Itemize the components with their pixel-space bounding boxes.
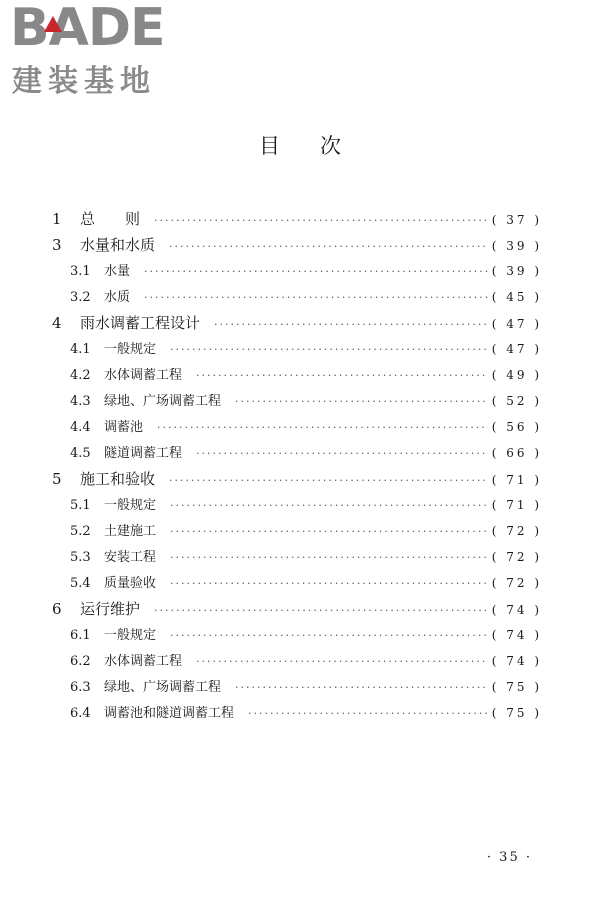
toc-dot-leader: [196, 363, 488, 389]
toc-entry-number: 6.2: [70, 654, 91, 669]
toc-entry-label: 安装工程: [104, 550, 157, 565]
toc-entry-page: ( 74 ): [491, 654, 542, 668]
toc-entry-number: 5.4: [70, 576, 91, 591]
toc-section-entry[interactable]: [52, 492, 542, 518]
table-of-contents: [52, 206, 542, 726]
toc-entry-label: 水量和水质: [80, 236, 156, 254]
toc-chapter-entry[interactable]: [52, 232, 542, 258]
toc-dot-leader: [170, 519, 488, 545]
toc-dot-leader: [248, 701, 488, 727]
toc-entry-page: ( 71 ): [491, 498, 542, 512]
toc-chapter-entry[interactable]: [52, 310, 542, 336]
toc-dot-leader: [144, 285, 488, 311]
toc-entry-page: ( 39 ): [491, 239, 542, 253]
toc-entry-label: 水体调蓄工程: [104, 368, 183, 383]
toc-dot-leader: [196, 441, 488, 467]
toc-section-entry[interactable]: [52, 570, 542, 596]
toc-entry-label: 施工和验收: [80, 470, 156, 488]
toc-entry-page: ( 75 ): [491, 706, 542, 720]
logo-subtitle: 建装基地: [12, 64, 156, 99]
toc-entry-label: 总 则: [80, 210, 141, 228]
toc-dot-leader: [214, 312, 488, 338]
toc-section-entry[interactable]: [52, 648, 542, 674]
toc-entry-label: 质量验收: [104, 576, 157, 591]
toc-chapter-entry[interactable]: [52, 466, 542, 492]
toc-dot-leader: [169, 234, 488, 260]
toc-chapter-entry[interactable]: [52, 206, 542, 232]
toc-entry-number: 5: [52, 470, 62, 488]
toc-dot-leader: [170, 337, 488, 363]
toc-dot-leader: [169, 468, 488, 494]
toc-entry-number: 3: [52, 236, 62, 254]
toc-entry-page: ( 47 ): [491, 317, 542, 331]
toc-entry-number: 5.2: [70, 524, 91, 539]
toc-entry-number: 4.5: [70, 446, 91, 461]
toc-entry-number: 5.3: [70, 550, 91, 565]
toc-entry-page: ( 75 ): [491, 680, 542, 694]
logo-accent-triangle: [44, 16, 62, 32]
toc-entry-number: 5.1: [70, 498, 91, 513]
toc-entry-label: 水量: [104, 264, 131, 279]
toc-entry-number: 6.3: [70, 680, 91, 695]
toc-entry-number: 1: [52, 210, 62, 228]
toc-entry-number: 4.3: [70, 394, 91, 409]
toc-entry-page: ( 49 ): [491, 368, 542, 382]
toc-entry-label: 水质: [104, 290, 131, 305]
toc-section-entry[interactable]: [52, 544, 542, 570]
toc-entry-number: 4.2: [70, 368, 91, 383]
toc-entry-label: 绿地、广场调蓄工程: [104, 394, 222, 409]
logo-wordmark: BADE: [10, 0, 165, 58]
toc-section-entry[interactable]: [52, 700, 542, 726]
toc-entry-page: ( 39 ): [491, 264, 542, 278]
toc-entry-page: ( 72 ): [491, 524, 542, 538]
toc-entry-label: 运行维护: [80, 600, 141, 618]
toc-entry-label: 土建施工: [104, 524, 157, 539]
toc-dot-leader: [235, 389, 488, 415]
toc-entry-number: 3.2: [70, 290, 91, 305]
toc-entry-page: ( 52 ): [491, 394, 542, 408]
toc-entry-label: 调蓄池和隧道调蓄工程: [104, 706, 235, 721]
toc-dot-leader: [196, 649, 488, 675]
toc-entry-page: ( 74 ): [491, 603, 542, 617]
toc-entry-number: 4.1: [70, 342, 91, 357]
watermark-logo: [8, 0, 178, 99]
toc-dot-leader: [170, 493, 488, 519]
toc-section-entry[interactable]: [52, 518, 542, 544]
toc-entry-number: 3.1: [70, 264, 91, 279]
page-number: · 35 ·: [486, 850, 532, 865]
toc-entry-label: 一般规定: [104, 342, 157, 357]
toc-entry-number: 4.4: [70, 420, 91, 435]
toc-entry-number: 6: [52, 600, 62, 618]
toc-dot-leader: [170, 571, 488, 597]
toc-dot-leader: [144, 259, 488, 285]
toc-dot-leader: [170, 623, 488, 649]
toc-entry-page: ( 72 ): [491, 550, 542, 564]
toc-section-entry[interactable]: [52, 414, 542, 440]
toc-section-entry[interactable]: [52, 622, 542, 648]
toc-section-entry[interactable]: [52, 362, 542, 388]
toc-dot-leader: [235, 675, 488, 701]
toc-dot-leader: [154, 208, 488, 234]
toc-entry-page: ( 74 ): [491, 628, 542, 642]
toc-entry-label: 一般规定: [104, 498, 157, 513]
toc-section-entry[interactable]: [52, 258, 542, 284]
toc-entry-number: 4: [52, 314, 62, 332]
toc-chapter-entry[interactable]: [52, 596, 542, 622]
toc-entry-number: 6.1: [70, 628, 91, 643]
toc-entry-page: ( 72 ): [491, 576, 542, 590]
toc-section-entry[interactable]: [52, 336, 542, 362]
toc-entry-page: ( 47 ): [491, 342, 542, 356]
toc-entry-label: 一般规定: [104, 628, 157, 643]
toc-dot-leader: [157, 415, 488, 441]
toc-entry-page: ( 71 ): [491, 473, 542, 487]
toc-section-entry[interactable]: [52, 440, 542, 466]
toc-entry-label: 隧道调蓄工程: [104, 446, 183, 461]
toc-entry-label: 绿地、广场调蓄工程: [104, 680, 222, 695]
toc-entry-number: 6.4: [70, 706, 91, 721]
toc-section-entry[interactable]: [52, 388, 542, 414]
page-title: 目次: [259, 134, 381, 158]
toc-dot-leader: [170, 545, 488, 571]
toc-section-entry[interactable]: [52, 674, 542, 700]
toc-entry-page: ( 66 ): [491, 446, 542, 460]
toc-section-entry[interactable]: [52, 284, 542, 310]
toc-entry-page: ( 45 ): [491, 290, 542, 304]
toc-entry-label: 调蓄池: [104, 420, 144, 435]
toc-dot-leader: [154, 598, 488, 624]
toc-entry-page: ( 37 ): [491, 213, 542, 227]
toc-entry-label: 水体调蓄工程: [104, 654, 183, 669]
toc-entry-page: ( 56 ): [491, 420, 542, 434]
toc-entry-label: 雨水调蓄工程设计: [80, 314, 201, 332]
